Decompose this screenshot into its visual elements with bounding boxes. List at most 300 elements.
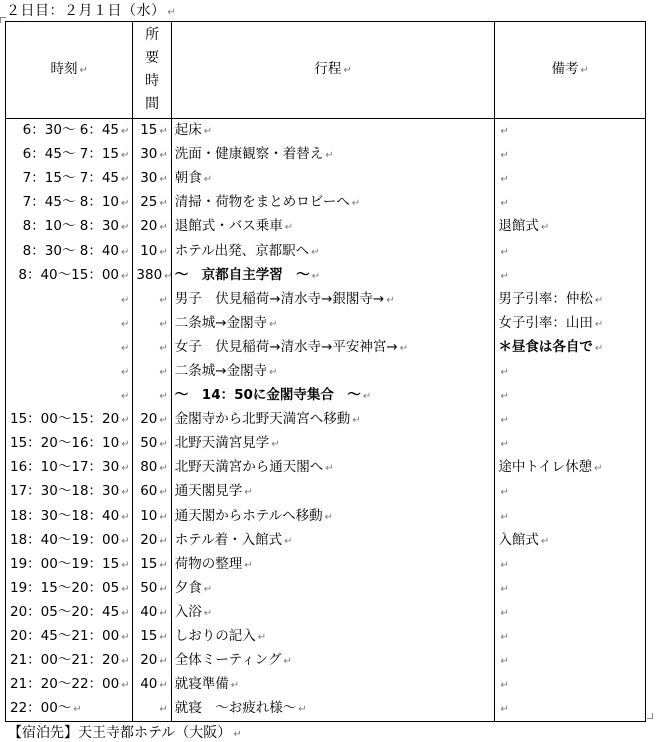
paragraph-mark-icon: ↵ — [500, 583, 509, 595]
cell-plan-text: 通天閣見学 — [174, 483, 243, 500]
cell-plan-text: 洗面・健康観察・着替え — [174, 146, 324, 163]
paragraph-mark-icon: ↵ — [500, 632, 509, 644]
paragraph-mark-icon: ↵ — [79, 65, 88, 76]
paragraph-mark-icon: ↵ — [500, 607, 509, 619]
cell-note — [495, 601, 646, 625]
table-row — [6, 456, 646, 480]
cell-plan — [171, 215, 495, 239]
paragraph-mark-icon: ↵ — [159, 366, 168, 378]
cell-plan — [171, 577, 495, 601]
table-row — [6, 360, 646, 384]
paragraph-mark-icon: ↵ — [121, 150, 130, 162]
cell-plan — [171, 239, 495, 263]
paragraph-mark-icon: ↵ — [594, 463, 603, 475]
cell-duration — [133, 336, 171, 360]
table-row — [6, 432, 646, 456]
cell-note — [495, 191, 646, 215]
paragraph-mark-icon: ↵ — [121, 463, 130, 475]
cell-duration-text: 30 — [140, 146, 158, 163]
cell-duration — [133, 288, 171, 312]
paragraph-mark-icon: ↵ — [271, 439, 280, 451]
cell-plan — [171, 553, 495, 577]
cell-duration-text: 380 — [136, 266, 163, 283]
page-corner-mark-icon — [0, 17, 6, 23]
header-note — [495, 22, 646, 119]
cell-plan — [171, 167, 495, 191]
paragraph-mark-icon: ↵ — [159, 150, 168, 162]
cell-note — [495, 239, 646, 263]
cell-duration — [133, 143, 171, 167]
paragraph-mark-icon: ↵ — [540, 535, 550, 547]
paragraph-mark-icon: ↵ — [203, 607, 213, 619]
paragraph-mark-icon: ↵ — [500, 559, 509, 571]
cell-note — [495, 215, 646, 239]
paragraph-mark-icon: ↵ — [311, 246, 320, 258]
cell-plan-text: 就寝準備 — [174, 676, 229, 693]
cell-duration — [133, 312, 171, 336]
cell-time — [6, 384, 133, 408]
table-row — [6, 625, 646, 649]
cell-duration — [133, 215, 171, 239]
paragraph-mark-icon: ↵ — [167, 7, 177, 18]
cell-plan — [171, 480, 495, 504]
cell-duration-text: 20 — [140, 531, 158, 548]
cell-plan-text: 清掃・荷物をまとめロビーへ — [174, 194, 350, 211]
paragraph-mark-icon: ↵ — [159, 559, 168, 571]
paragraph-mark-icon: ↵ — [298, 704, 307, 716]
table-row — [6, 143, 646, 167]
cell-note-text: 退館式 — [498, 218, 539, 235]
cell-duration — [133, 432, 171, 456]
cell-plan-text: 起床 — [174, 122, 202, 139]
cell-duration — [133, 119, 171, 144]
paragraph-mark-icon: ↵ — [284, 535, 293, 547]
cell-note — [495, 529, 646, 553]
paragraph-mark-icon: ↵ — [159, 487, 168, 499]
table-row — [6, 505, 646, 529]
paragraph-mark-icon: ↵ — [121, 415, 130, 427]
paragraph-mark-icon: ↵ — [121, 656, 130, 668]
paragraph-mark-icon: ↵ — [121, 270, 130, 282]
paragraph-mark-icon: ↵ — [233, 729, 242, 740]
paragraph-mark-icon: ↵ — [159, 656, 168, 668]
cell-time-text: 20：45～21：00 — [10, 628, 120, 645]
cell-time-text: 6：30～ 6：45 — [22, 122, 119, 139]
paragraph-mark-icon: ↵ — [159, 222, 168, 234]
cell-plan — [171, 649, 495, 673]
cell-note — [495, 408, 646, 432]
paragraph-mark-icon: ↵ — [159, 583, 168, 595]
paragraph-mark-icon: ↵ — [500, 680, 509, 692]
header-duration — [133, 22, 171, 119]
cell-plan — [171, 312, 495, 336]
table-row — [6, 529, 646, 553]
paragraph-mark-icon: ↵ — [121, 174, 130, 186]
cell-time-text: 17：30～18：30 — [10, 483, 120, 500]
cell-duration-text: 50 — [140, 435, 158, 452]
cell-duration-text: 10 — [140, 242, 158, 259]
cell-plan-text: 金閣寺から北野天満宮へ移動 — [174, 411, 351, 428]
page-corner-mark-icon — [647, 713, 653, 719]
cell-time-text: 15：20～16：10 — [10, 435, 120, 452]
cell-time-text: 7：45～ 8：10 — [22, 194, 119, 211]
cell-duration — [133, 529, 171, 553]
cell-time-text: 20：05～20：45 — [10, 603, 120, 620]
table-row — [6, 191, 646, 215]
cell-plan-text: 二条城→金閣寺 — [174, 314, 268, 331]
paragraph-mark-icon: ↵ — [121, 583, 130, 595]
paragraph-mark-icon: ↵ — [203, 583, 213, 595]
cell-plan-text: 二条城→金閣寺 — [174, 362, 268, 379]
cell-time — [6, 119, 133, 144]
header-duration-char: 間 — [145, 96, 160, 112]
cell-time — [6, 432, 133, 456]
cell-duration-text: 80 — [140, 459, 158, 476]
cell-note-text: 入館式 — [498, 531, 539, 548]
cell-duration-text: 20 — [140, 218, 158, 235]
paragraph-mark-icon: ↵ — [343, 65, 352, 76]
cell-duration-text: 10 — [140, 507, 158, 524]
paragraph-mark-icon: ↵ — [159, 174, 168, 186]
paragraph-mark-icon: ↵ — [159, 198, 168, 210]
table-row — [6, 384, 646, 408]
paragraph-mark-icon: ↵ — [500, 270, 509, 282]
cell-time-text: 7：15～ 7：45 — [22, 170, 119, 187]
cell-plan — [171, 191, 495, 215]
table-row — [6, 577, 646, 601]
paragraph-mark-icon: ↵ — [284, 222, 294, 234]
cell-note-text: 男子引率：仲松 — [498, 290, 593, 307]
paragraph-mark-icon: ↵ — [121, 439, 130, 451]
cell-time — [6, 529, 133, 553]
paragraph-mark-icon: ↵ — [121, 535, 130, 547]
cell-time — [6, 239, 133, 263]
cell-duration — [133, 360, 171, 384]
cell-time — [6, 553, 133, 577]
header-duration-char: 時 — [145, 73, 160, 89]
cell-plan — [171, 264, 495, 288]
paragraph-mark-icon: ↵ — [159, 318, 168, 330]
paragraph-mark-icon: ↵ — [594, 294, 604, 306]
cell-duration — [133, 456, 171, 480]
cell-time-text: 21：20～22：00 — [10, 676, 120, 693]
cell-duration-text: 30 — [140, 170, 158, 187]
cell-plan — [171, 336, 495, 360]
paragraph-mark-icon: ↵ — [159, 391, 168, 403]
paragraph-mark-icon: ↵ — [257, 632, 267, 644]
cell-note — [495, 649, 646, 673]
cell-plan-text: 男子 伏見稲荷→清水寺→銀閣寺→ — [174, 290, 385, 307]
paragraph-mark-icon: ↵ — [121, 391, 130, 403]
cell-duration — [133, 625, 171, 649]
paragraph-mark-icon: ↵ — [500, 174, 509, 186]
cell-duration — [133, 553, 171, 577]
lodging-footer — [8, 722, 242, 742]
cell-plan — [171, 432, 495, 456]
cell-note — [495, 264, 646, 288]
cell-time — [6, 336, 133, 360]
paragraph-mark-icon: ↵ — [244, 559, 253, 571]
cell-duration — [133, 264, 171, 288]
cell-time-text: 21：00～21：20 — [10, 652, 120, 669]
cell-duration-text: 40 — [140, 603, 158, 620]
paragraph-mark-icon: ↵ — [540, 222, 550, 234]
paragraph-mark-icon: ↵ — [121, 680, 130, 692]
paragraph-mark-icon: ↵ — [159, 415, 168, 427]
lodging-text: 【宿泊先】天王寺都ホテル（大阪） — [8, 725, 232, 741]
cell-time — [6, 288, 133, 312]
header-duration-label — [133, 24, 170, 116]
cell-duration-text: 40 — [140, 676, 158, 693]
cell-time — [6, 215, 133, 239]
cell-time-text: 15：00～15：20 — [10, 411, 120, 428]
table-row — [6, 649, 646, 673]
paragraph-mark-icon: ↵ — [164, 270, 173, 282]
table-row — [6, 239, 646, 263]
paragraph-mark-icon: ↵ — [121, 222, 130, 234]
paragraph-mark-icon: ↵ — [159, 680, 168, 692]
paragraph-mark-icon: ↵ — [159, 126, 168, 138]
cell-note — [495, 480, 646, 504]
cell-plan — [171, 456, 495, 480]
cell-plan-text: ～ 京都自主学習 ～ — [174, 266, 310, 283]
cell-time — [6, 649, 133, 673]
cell-plan — [171, 505, 495, 529]
cell-plan — [171, 673, 495, 697]
header-duration-char: 要 — [145, 50, 160, 66]
cell-time — [6, 264, 133, 288]
header-time — [6, 22, 133, 119]
paragraph-mark-icon: ↵ — [159, 632, 168, 644]
cell-plan-text: 朝食 — [174, 170, 202, 187]
cell-note-text: 途中トイレ休憩 — [498, 459, 593, 476]
paragraph-mark-icon: ↵ — [500, 198, 509, 210]
paragraph-mark-icon: ↵ — [324, 511, 334, 523]
cell-time — [6, 673, 133, 697]
paragraph-mark-icon: ↵ — [580, 65, 589, 76]
paragraph-mark-icon: ↵ — [121, 511, 130, 523]
cell-time — [6, 408, 133, 432]
cell-note — [495, 673, 646, 697]
cell-time — [6, 360, 133, 384]
cell-time — [6, 697, 133, 722]
table-row — [6, 553, 646, 577]
paragraph-mark-icon: ↵ — [159, 342, 168, 354]
cell-time — [6, 505, 133, 529]
table-row — [6, 673, 646, 697]
cell-plan — [171, 288, 495, 312]
paragraph-mark-icon: ↵ — [500, 366, 509, 378]
paragraph-mark-icon: ↵ — [159, 463, 168, 475]
cell-plan-text: 北野天満宮見学 — [174, 435, 270, 452]
cell-time-text: 18：30～18：40 — [10, 507, 120, 524]
paragraph-mark-icon: ↵ — [121, 559, 130, 571]
cell-note — [495, 119, 646, 144]
cell-note — [495, 384, 646, 408]
cell-time-text: 8：40～15：00 — [18, 266, 119, 283]
cell-plan — [171, 529, 495, 553]
cell-plan-text: 通天閣からホテルへ移動 — [174, 507, 323, 524]
paragraph-mark-icon: ↵ — [121, 198, 130, 210]
cell-plan — [171, 625, 495, 649]
cell-plan-text: ホテル着・入館式 — [174, 531, 283, 548]
cell-note — [495, 505, 646, 529]
table-row — [6, 408, 646, 432]
cell-note — [495, 336, 646, 360]
cell-time-text: 19：00～19：15 — [10, 555, 120, 572]
cell-time — [6, 191, 133, 215]
paragraph-mark-icon: ↵ — [203, 174, 213, 186]
cell-time — [6, 601, 133, 625]
cell-duration — [133, 673, 171, 697]
table-row — [6, 264, 646, 288]
paragraph-mark-icon: ↵ — [121, 607, 130, 619]
paragraph-mark-icon: ↵ — [500, 656, 509, 668]
cell-duration — [133, 167, 171, 191]
paragraph-mark-icon: ↵ — [159, 511, 168, 523]
cell-plan-text: ～ 14：50に金閣寺集合 ～ — [174, 387, 361, 404]
cell-plan-text: ホテル出発、京都駅へ — [174, 242, 310, 259]
cell-duration — [133, 505, 171, 529]
cell-note — [495, 143, 646, 167]
cell-time — [6, 480, 133, 504]
cell-duration-text: 25 — [140, 194, 158, 211]
paragraph-mark-icon: ↵ — [73, 704, 82, 716]
heading-text: ２日目：２月１日（水） — [6, 3, 166, 19]
table-row — [6, 312, 646, 336]
cell-note — [495, 288, 646, 312]
paragraph-mark-icon: ↵ — [121, 366, 130, 378]
table-row — [6, 697, 646, 722]
paragraph-mark-icon: ↵ — [121, 632, 130, 644]
cell-time-text: 16：10～17：30 — [10, 459, 120, 476]
cell-duration-text: 20 — [140, 652, 158, 669]
cell-duration — [133, 191, 171, 215]
paragraph-mark-icon: ↵ — [269, 366, 278, 378]
paragraph-mark-icon: ↵ — [325, 463, 334, 475]
cell-time — [6, 167, 133, 191]
cell-time-text: 22：00～ — [10, 700, 72, 717]
table-row — [6, 288, 646, 312]
cell-duration — [133, 601, 171, 625]
cell-duration-text: 15 — [140, 628, 158, 645]
schedule-day-heading — [6, 0, 176, 20]
cell-plan-text: しおりの記入 — [174, 628, 256, 645]
cell-duration-text: 15 — [140, 122, 158, 139]
paragraph-mark-icon: ↵ — [500, 391, 509, 403]
table-row — [6, 601, 646, 625]
paragraph-mark-icon: ↵ — [500, 511, 509, 523]
cell-time-text: 18：40～19：00 — [10, 531, 120, 548]
cell-note — [495, 312, 646, 336]
cell-duration-text: 15 — [140, 555, 158, 572]
cell-plan-text: 女子 伏見稲荷→清水寺→平安神宮→ — [174, 338, 398, 355]
cell-time — [6, 312, 133, 336]
paragraph-mark-icon: ↵ — [311, 270, 321, 282]
paragraph-mark-icon: ↵ — [159, 704, 168, 716]
paragraph-mark-icon: ↵ — [500, 415, 509, 427]
cell-time — [6, 577, 133, 601]
cell-duration — [133, 408, 171, 432]
cell-plan — [171, 360, 495, 384]
paragraph-mark-icon: ↵ — [121, 342, 130, 354]
cell-plan-text: 退館式・バス乗車 — [174, 218, 283, 235]
paragraph-mark-icon: ↵ — [203, 126, 213, 138]
cell-note-text: 女子引率：山田 — [498, 314, 593, 331]
cell-note — [495, 432, 646, 456]
header-time-label: 時刻 — [50, 61, 78, 77]
paragraph-mark-icon: ↵ — [500, 126, 509, 138]
cell-plan-text: 荷物の整理 — [174, 555, 243, 572]
cell-note — [495, 167, 646, 191]
table-row — [6, 480, 646, 504]
paragraph-mark-icon: ↵ — [159, 439, 168, 451]
cell-duration-text: 50 — [140, 579, 158, 596]
cell-time — [6, 625, 133, 649]
cell-plan — [171, 697, 495, 722]
cell-note-text: ＊昼食は各自で — [498, 338, 593, 355]
paragraph-mark-icon: ↵ — [399, 342, 409, 354]
cell-duration — [133, 697, 171, 722]
paragraph-mark-icon: ↵ — [500, 246, 509, 258]
cell-plan — [171, 408, 495, 432]
cell-plan-text: 夕食 — [174, 579, 202, 596]
cell-plan-text: 入浴 — [174, 603, 202, 620]
cell-plan-text: 就寝 ～お疲れ様～ — [174, 700, 297, 717]
paragraph-mark-icon: ↵ — [500, 487, 509, 499]
schedule-table — [5, 21, 646, 722]
cell-time — [6, 143, 133, 167]
paragraph-mark-icon: ↵ — [351, 198, 361, 210]
paragraph-mark-icon: ↵ — [159, 607, 168, 619]
cell-duration — [133, 384, 171, 408]
table-row — [6, 167, 646, 191]
cell-time-text: 19：15～20：05 — [10, 579, 120, 596]
cell-duration-text: 20 — [140, 411, 158, 428]
cell-note — [495, 697, 646, 722]
paragraph-mark-icon: ↵ — [121, 487, 130, 499]
cell-time-text: 8：10～ 8：30 — [22, 218, 119, 235]
paragraph-mark-icon: ↵ — [230, 680, 240, 692]
cell-plan — [171, 384, 495, 408]
paragraph-mark-icon: ↵ — [352, 415, 361, 427]
cell-time-text: 8：30～ 8：40 — [22, 242, 119, 259]
paragraph-mark-icon: ↵ — [121, 246, 130, 258]
paragraph-mark-icon: ↵ — [500, 704, 509, 716]
table-row — [6, 336, 646, 360]
cell-plan — [171, 143, 495, 167]
paragraph-mark-icon: ↵ — [121, 126, 130, 138]
cell-time-text: 6：45～ 7：15 — [22, 146, 119, 163]
cell-plan — [171, 119, 495, 144]
header-plan-label: 行程 — [314, 61, 342, 77]
paragraph-mark-icon: ↵ — [500, 439, 509, 451]
paragraph-mark-icon: ↵ — [244, 487, 253, 499]
cell-duration — [133, 239, 171, 263]
paragraph-mark-icon: ↵ — [121, 294, 130, 306]
cell-note — [495, 456, 646, 480]
paragraph-mark-icon: ↵ — [269, 318, 278, 330]
table-header-row — [6, 22, 646, 119]
cell-time — [6, 456, 133, 480]
paragraph-mark-icon: ↵ — [500, 150, 509, 162]
cell-duration-text: 60 — [140, 483, 158, 500]
paragraph-mark-icon: ↵ — [159, 294, 168, 306]
cell-note — [495, 360, 646, 384]
cell-plan-text: 北野天満宮から通天閣へ — [174, 459, 324, 476]
table-row — [6, 215, 646, 239]
cell-duration — [133, 649, 171, 673]
